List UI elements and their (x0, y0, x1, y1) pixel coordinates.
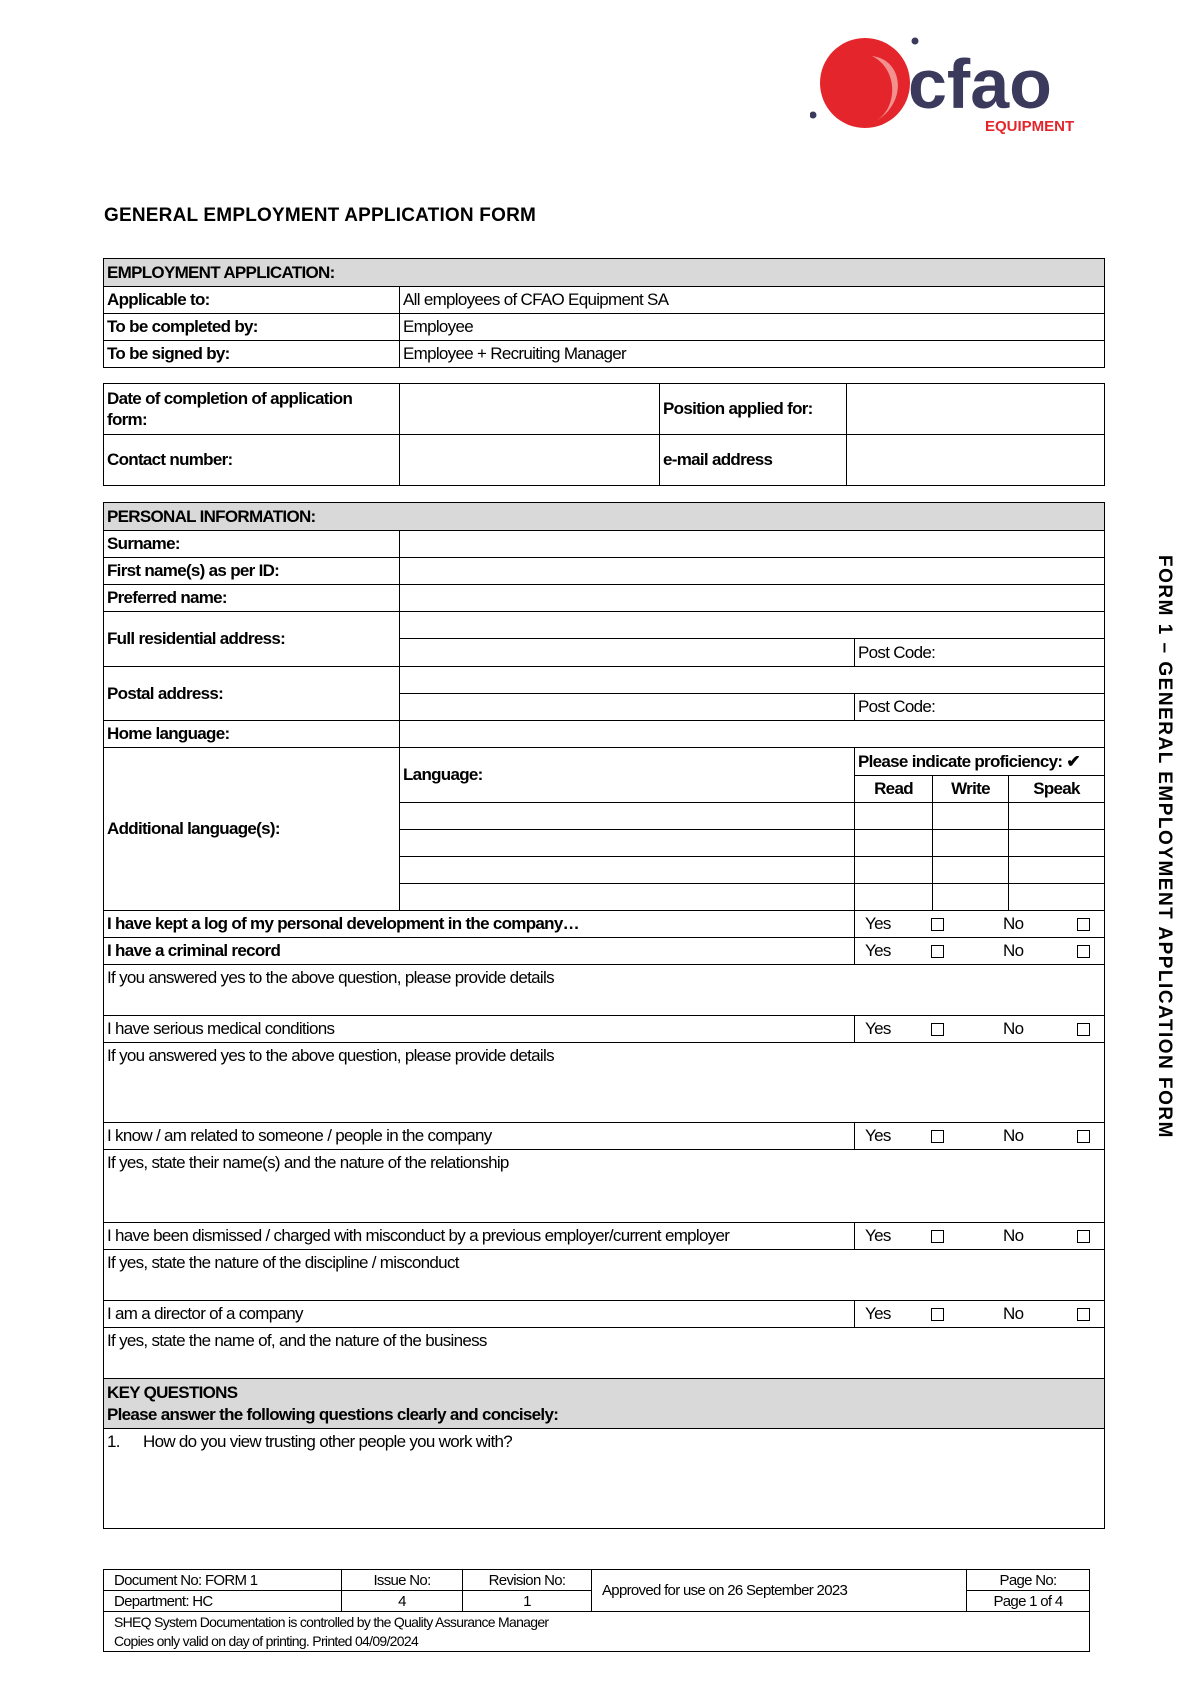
residential-address-line2[interactable] (400, 639, 855, 667)
yes-label: Yes (865, 1019, 891, 1038)
department: Department: HC (104, 1591, 342, 1612)
applicable-value: All employees of CFAO Equipment SA (400, 287, 1105, 314)
sheq-note: SHEQ System Documentation is controlled by the Quality Assurance Manager (114, 1614, 549, 1631)
key-question-1-field[interactable] (104, 1429, 1105, 1529)
key-questions-header (104, 1379, 1105, 1429)
no-label: No (1003, 1019, 1024, 1038)
yes-checkbox[interactable] (931, 1308, 944, 1321)
medical-question: I have serious medical conditions (104, 1016, 855, 1043)
residential-post-code[interactable]: Post Code: (855, 639, 1105, 667)
document-number: Document No: FORM 1 (104, 1570, 342, 1591)
write-cell[interactable] (933, 830, 1009, 857)
no-checkbox[interactable] (1077, 1308, 1090, 1321)
postal-address-line2[interactable] (400, 694, 855, 721)
key-question-1-number: 1. (107, 1432, 120, 1451)
approval-note: Approved for use on 26 September 2023 (592, 1570, 967, 1612)
additional-language-label: Additional language(s): (104, 748, 400, 911)
completed-by-value: Employee (400, 314, 1105, 341)
contact-number-field[interactable] (400, 435, 660, 486)
residential-address-line1[interactable] (400, 612, 1105, 639)
side-title: FORM 1 – GENERAL EMPLOYMENT APPLICATION FORM (1154, 555, 1175, 1139)
dismissed-question: I have been dismissed / charged with misconduct by a previous employer/current employer (104, 1223, 855, 1250)
logo-dot-top (912, 38, 919, 45)
details-table (103, 383, 1105, 486)
yes-checkbox[interactable] (931, 918, 944, 931)
log-question: I have kept a log of my personal development in the company… (104, 911, 855, 938)
contact-number-label: Contact number: (104, 435, 400, 486)
language-column-label: Language: (400, 748, 855, 803)
speak-cell[interactable] (1009, 857, 1105, 884)
language-row-1[interactable] (400, 803, 855, 830)
residential-address-label: Full residential address: (104, 612, 400, 667)
no-label: No (1003, 1126, 1024, 1145)
first-names-label: First name(s) as per ID: (104, 558, 400, 585)
yes-checkbox[interactable] (931, 1023, 944, 1036)
yes-label: Yes (865, 1126, 891, 1145)
logo-dot-left (810, 112, 817, 119)
criminal-question: I have a criminal record (104, 938, 855, 965)
signed-by-value: Employee + Recruiting Manager (400, 341, 1105, 368)
preferred-name-label: Preferred name: (104, 585, 400, 612)
issue-label: Issue No: (342, 1570, 463, 1591)
director-details-field[interactable]: If yes, state the name of, and the nature of the business (104, 1328, 1105, 1379)
read-cell[interactable] (855, 884, 933, 911)
employment-header: EMPLOYMENT APPLICATION: (104, 259, 1105, 287)
email-field[interactable] (847, 435, 1105, 486)
dismissed-yes-no (855, 1223, 1105, 1250)
no-checkbox[interactable] (1077, 1130, 1090, 1143)
page-title: GENERAL EMPLOYMENT APPLICATION FORM (104, 205, 537, 226)
position-field[interactable] (847, 384, 1105, 435)
yes-checkbox[interactable] (931, 1130, 944, 1143)
postal-address-label: Postal address: (104, 667, 400, 721)
criminal-yes-no (855, 938, 1105, 965)
no-checkbox[interactable] (1077, 918, 1090, 931)
write-cell[interactable] (933, 857, 1009, 884)
home-language-field[interactable] (400, 721, 1105, 748)
signed-by-label: To be signed by: (104, 341, 400, 368)
speak-cell[interactable] (1009, 803, 1105, 830)
revision-value: 1 (463, 1591, 592, 1612)
yes-label: Yes (865, 1304, 891, 1323)
related-details-field[interactable]: If yes, state their name(s) and the nature of the relationship (104, 1150, 1105, 1223)
yes-checkbox[interactable] (931, 945, 944, 958)
revision-label: Revision No: (463, 1570, 592, 1591)
surname-field[interactable] (400, 531, 1105, 558)
key-questions-title: KEY QUESTIONS (107, 1383, 238, 1403)
no-checkbox[interactable] (1077, 1023, 1090, 1036)
no-checkbox[interactable] (1077, 1230, 1090, 1243)
related-yes-no (855, 1123, 1105, 1150)
completed-by-label: To be completed by: (104, 314, 400, 341)
key-questions-instruction: Please answer the following questions clearly and concisely: (107, 1404, 559, 1424)
logo-brand: cfao (908, 45, 1052, 123)
footer-notice (104, 1612, 1090, 1652)
postal-post-code[interactable]: Post Code: (855, 694, 1105, 721)
document-footer (103, 1569, 1090, 1652)
yes-checkbox[interactable] (931, 1230, 944, 1243)
speak-header: Speak (1009, 776, 1105, 803)
date-completion-field[interactable] (400, 384, 660, 435)
postal-address-line1[interactable] (400, 667, 1105, 694)
speak-cell[interactable] (1009, 884, 1105, 911)
no-label: No (1003, 1304, 1024, 1323)
preferred-name-field[interactable] (400, 585, 1105, 612)
yes-label: Yes (865, 941, 891, 960)
write-cell[interactable] (933, 884, 1009, 911)
medical-yes-no (855, 1016, 1105, 1043)
language-row-3[interactable] (400, 857, 855, 884)
language-row-2[interactable] (400, 830, 855, 857)
personal-header: PERSONAL INFORMATION: (104, 503, 1105, 531)
log-yes-no (855, 911, 1105, 938)
date-completion-label: Date of completion of application form: (104, 384, 400, 435)
language-row-4[interactable] (400, 884, 855, 911)
copies-note: Copies only valid on day of printing. Printed 04/09/2024 (114, 1632, 419, 1649)
cfao-equipment-logo (810, 28, 1110, 138)
no-label: No (1003, 914, 1024, 933)
personal-info-table (103, 502, 1105, 1529)
logo-subtitle: EQUIPMENT (985, 118, 1075, 135)
position-label: Position applied for: (660, 384, 847, 435)
write-header: Write (933, 776, 1009, 803)
issue-value: 4 (342, 1591, 463, 1612)
applicable-label: Applicable to: (104, 287, 400, 314)
director-yes-no (855, 1301, 1105, 1328)
no-label: No (1003, 941, 1024, 960)
director-question: I am a director of a company (104, 1301, 855, 1328)
page-label: Page No: (967, 1570, 1090, 1591)
read-cell[interactable] (855, 830, 933, 857)
dismissed-details-field[interactable]: If yes, state the nature of the discipline / misconduct (104, 1250, 1105, 1301)
speak-cell[interactable] (1009, 830, 1105, 857)
email-label: e-mail address (660, 435, 847, 486)
read-cell[interactable] (855, 803, 933, 830)
yes-label: Yes (865, 1226, 891, 1245)
employment-table (103, 258, 1105, 368)
no-checkbox[interactable] (1077, 945, 1090, 958)
read-cell[interactable] (855, 857, 933, 884)
read-header: Read (855, 776, 933, 803)
no-label: No (1003, 1226, 1024, 1245)
home-language-label: Home language: (104, 721, 400, 748)
key-question-1-text: How do you view trusting other people you work with? (143, 1432, 512, 1451)
first-names-field[interactable] (400, 558, 1105, 585)
yes-label: Yes (865, 914, 891, 933)
write-cell[interactable] (933, 803, 1009, 830)
medical-details-field[interactable]: If you answered yes to the above question, please provide details (104, 1043, 1105, 1123)
surname-label: Surname: (104, 531, 400, 558)
criminal-details-field[interactable]: If you answered yes to the above question, please provide details (104, 965, 1105, 1016)
page-value: Page 1 of 4 (967, 1591, 1090, 1612)
related-question: I know / am related to someone / people in the company (104, 1123, 855, 1150)
proficiency-label: Please indicate proficiency: ✔ (855, 748, 1105, 776)
